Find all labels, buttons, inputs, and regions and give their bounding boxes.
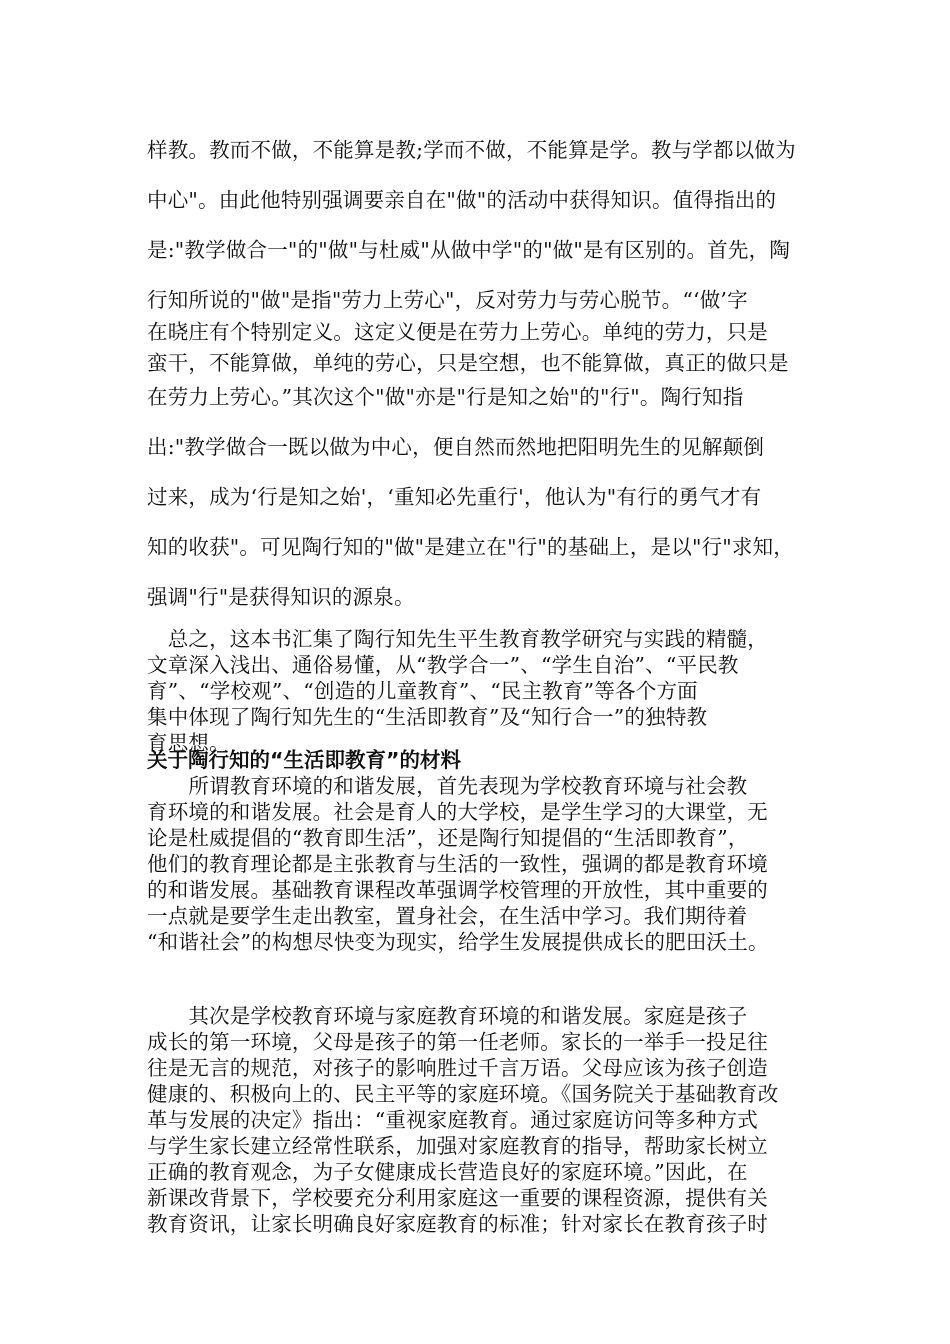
text-line: 样教。教而不做，不能算是教;学而不做，不能算是学。教与学都以做为 <box>147 138 796 162</box>
text-line: 过来，成为‘行是知之始'，‘重知必先重行'，他认为"有行的勇气才有 <box>147 485 762 509</box>
text-line: 一点就是要学生走出教室，置身社会，在生活中学习。我们期待着 <box>147 904 748 928</box>
text-line: 他们的教育理论都是主张教育与生活的一致性，强调的都是教育环境 <box>147 852 768 876</box>
text-line: 蛮干，不能算做，单纯的劳心，只是空想，也不能算做，真正的做只是 <box>147 351 789 375</box>
text-line: 集中体现了陶行知先生的“生活即教育”及“知行合一”的独特教 <box>147 705 708 729</box>
text-line: 育环境的和谐发展。社会是育人的大学校，是学生学习的大课堂，无 <box>147 800 768 824</box>
text-line: 革与发展的决定》指出：“重视家庭教育。通过家庭访问等多种方式 <box>147 1108 758 1132</box>
text-line: 与学生家长建立经常性联系，加强对家庭教育的指导，帮助家长树立 <box>147 1134 768 1158</box>
text-line: 在劳力上劳心。”其次这个"做"亦是"行是知之始"的"行"。陶行知指 <box>147 385 744 409</box>
text-line: 文章深入浅出、通俗易懂，从“教学合一”、“学生自治”、“平民教 <box>147 653 739 677</box>
text-line: 所谓教育环境的和谐发展，首先表现为学校教育环境与社会教 <box>147 774 748 798</box>
text-line: 往是无言的规范，对孩子的影响胜过千言万语。父母应该为孩子创造 <box>147 1056 768 1080</box>
text-line: 中心"。由此他特别强调要亲自在"做"的活动中获得知识。值得指出的 <box>147 188 777 212</box>
text-line: 是:"教学做合一"的"做"与杜威"从做中学"的"做"是有区别的。首先，陶 <box>147 238 791 262</box>
text-line: 其次是学校教育环境与家庭教育环境的和谐发展。家庭是孩子 <box>147 1004 748 1028</box>
text-line: 教育资讯，让家长明确良好家庭教育的标准；针对家长在教育孩子时 <box>147 1212 768 1236</box>
text-line: 的和谐发展。基础教育课程改革强调学校管理的开放性，其中重要的 <box>147 878 768 902</box>
text-line: “和谐社会”的构想尽快变为现实，给学生发展提供成长的肥田沃土。 <box>147 930 769 954</box>
text-line: 总之，这本书汇集了陶行知先生平生教育教学研究与实践的精髓， <box>147 627 768 651</box>
text-line: 行知所说的"做"是指"劳力上劳心"，反对劳力与劳心脱节。“‘做’字 <box>147 288 748 312</box>
text-line: 知的收获"。可见陶行知的"做"是建立在"行"的基础上，是以"行"求知， <box>147 535 795 559</box>
text-line: 强调"行"是获得知识的源泉。 <box>147 585 415 609</box>
text-line: 正确的教育观念，为子女健康成长营造良好的家庭环境。”因此，在 <box>147 1160 748 1184</box>
text-line: 育”、“学校观”、“创造的儿童教育”、“民主教育”等各个方面 <box>147 679 698 703</box>
text-line: 新课改背景下，学校要充分利用家庭这一重要的课程资源，提供有关 <box>147 1186 768 1210</box>
text-line: 育思想。 <box>147 731 230 755</box>
section-heading: 关于陶行知的“生活即教育”的材料 <box>147 748 461 772</box>
text-line: 在晓庄有个特别定义。这定义便是在劳力上劳心。单纯的劳力，只是 <box>147 320 768 344</box>
text-line: 健康的、积极向上的、民主平等的家庭环境。《国务院关于基础教育改 <box>147 1082 779 1106</box>
text-line: 论是杜威提倡的“教育即生活”，还是陶行知提倡的“生活即教育”， <box>147 826 749 850</box>
text-line: 成长的第一环境，父母是孩子的第一任老师。家长的一举手一投足往 <box>147 1030 768 1054</box>
text-line: 出:"教学做合一既以做为中心，便自然而然地把阳明先生的见解颠倒 <box>147 435 765 459</box>
